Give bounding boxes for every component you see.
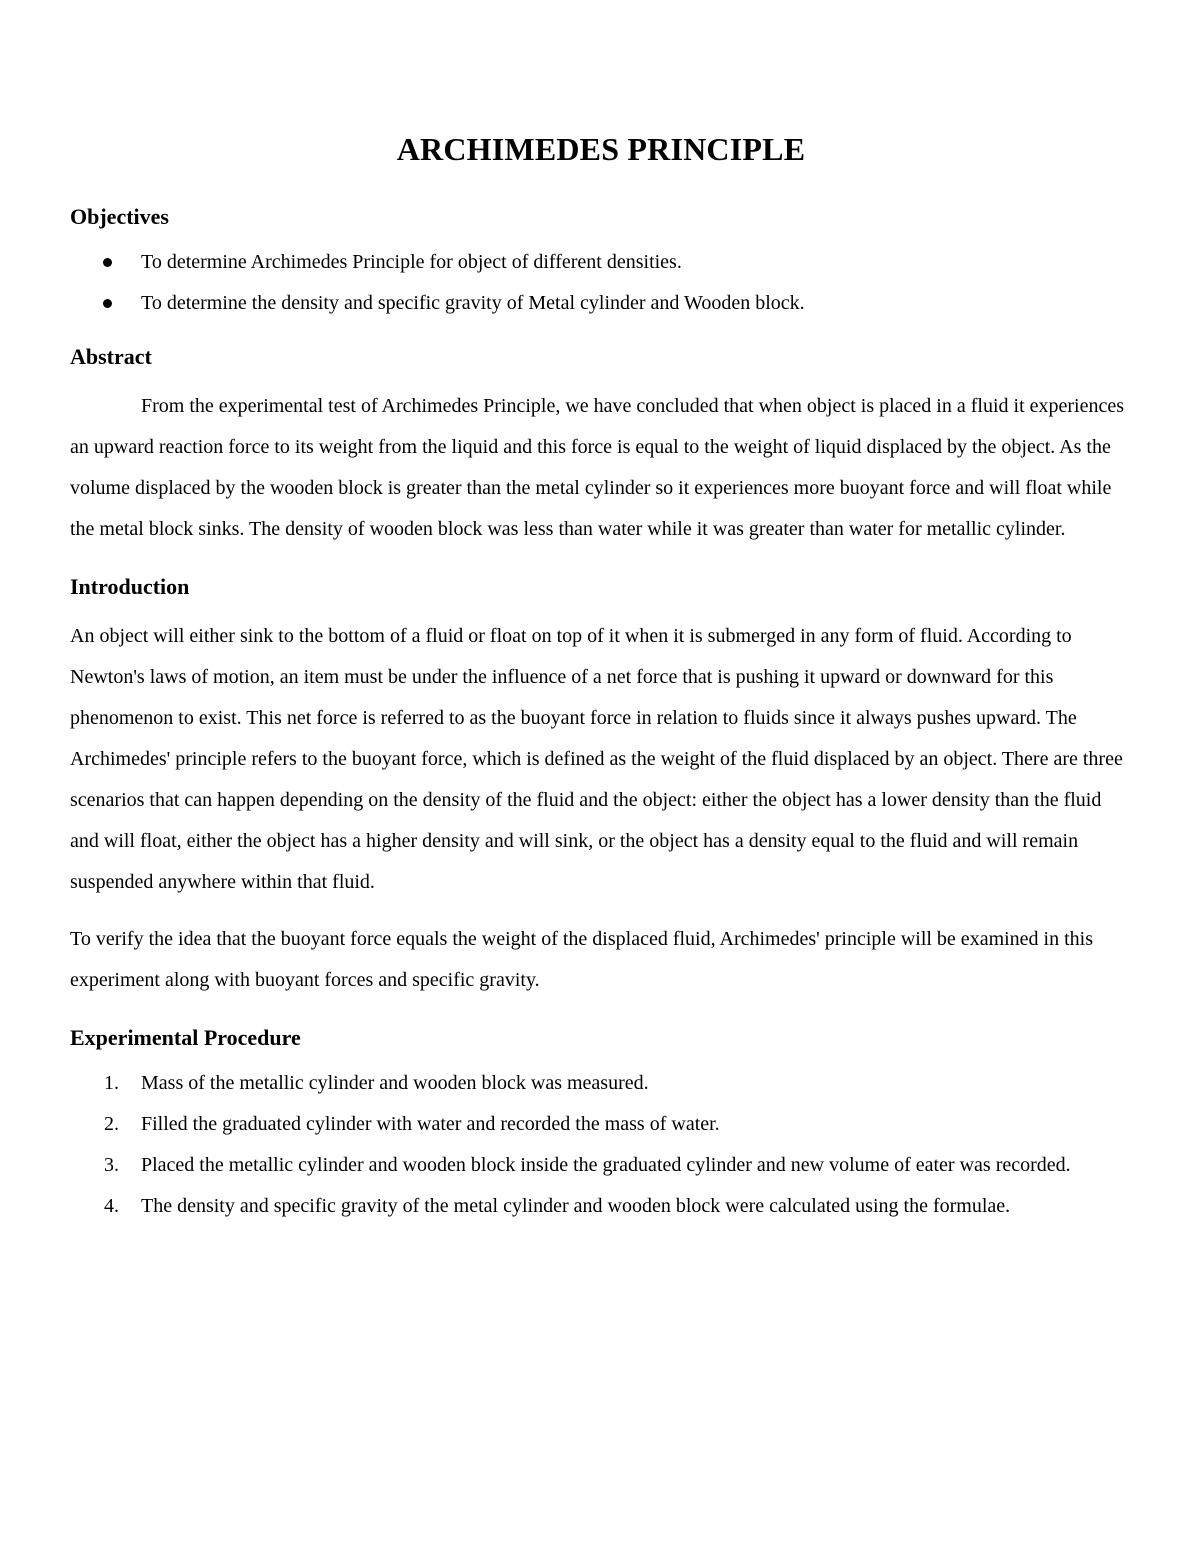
bullet-icon	[103, 258, 112, 267]
objective-text: To determine the density and specific gravity of Metal cylinder and Wooden block.	[141, 292, 805, 314]
objectives-heading: Objectives	[70, 204, 169, 229]
step-number: 1.	[104, 1072, 119, 1094]
step-number: 3.	[104, 1154, 119, 1176]
objective-text: To determine Archimedes Principle for object of different densities.	[141, 251, 682, 273]
list-item	[70, 1145, 1132, 1186]
procedure-heading: Experimental Procedure	[70, 1025, 301, 1050]
list-item	[70, 283, 1132, 324]
document-title: ARCHIMEDES PRINCIPLE	[396, 131, 806, 167]
introduction-section	[70, 568, 1132, 1001]
list-item	[70, 242, 1132, 283]
objectives-list	[70, 242, 1132, 324]
step-text: Mass of the metallic cylinder and wooden block was measured.	[141, 1072, 649, 1094]
introduction-paragraph: To verify the idea that the buoyant force equals the weight of the displaced fluid, Archimedes' principle will be examined in this experiment along with buoyant forces and specific gravity.	[70, 928, 1094, 991]
abstract-text: From the experimental test of Archimedes Principle, we have concluded that when object is placed in a fluid it experiences an upward reaction force to its weight from the liquid and this force is equal to the weight of liquid displaced by the object. As the volume displaced by the wooden block is greater than the metal cylinder so it experiences more buoyant force and will float while the metal block sinks. The density of wooden block was less than water while it was greater than water for metallic cylinder.	[70, 395, 1125, 540]
abstract-section	[70, 338, 1132, 550]
introduction-heading: Introduction	[70, 574, 190, 599]
step-text: Placed the metallic cylinder and wooden block inside the graduated cylinder and new volume of eater was recorded.	[141, 1154, 1071, 1176]
step-text: The density and specific gravity of the metal cylinder and wooden block were calculated using the formulae.	[141, 1195, 1011, 1217]
procedure-steps	[70, 1063, 1132, 1227]
list-item	[70, 1104, 1132, 1145]
step-number: 4.	[104, 1195, 119, 1217]
procedure-section	[70, 1019, 1132, 1227]
document-body	[70, 127, 1132, 1227]
list-item	[70, 1186, 1132, 1227]
introduction-paragraph: An object will either sink to the bottom of a fluid or float on top of it when it is submerged in any form of fluid. According to Newton's laws of motion, an item must be under the influence of a net force that is pushing it upward or downward for this phenomenon to exist. This net force is referred to as the buoyant force in relation to fluids since it always pushes upward. The Archimedes' principle refers to the buoyant force, which is defined as the weight of the fluid displaced by an object. There are three scenarios that can happen depending on the density of the fluid and the object: either the object has a lower density than the fluid and will float, either the object has a higher density and will sink, or the object has a density equal to the fluid and will remain suspended anywhere within that fluid.	[70, 625, 1123, 893]
bullet-icon	[103, 299, 112, 308]
abstract-heading: Abstract	[70, 344, 152, 369]
list-item	[70, 1063, 1132, 1104]
step-text: Filled the graduated cylinder with water and recorded the mass of water.	[141, 1113, 720, 1135]
step-number: 2.	[104, 1113, 119, 1135]
objectives-section	[70, 198, 1132, 324]
